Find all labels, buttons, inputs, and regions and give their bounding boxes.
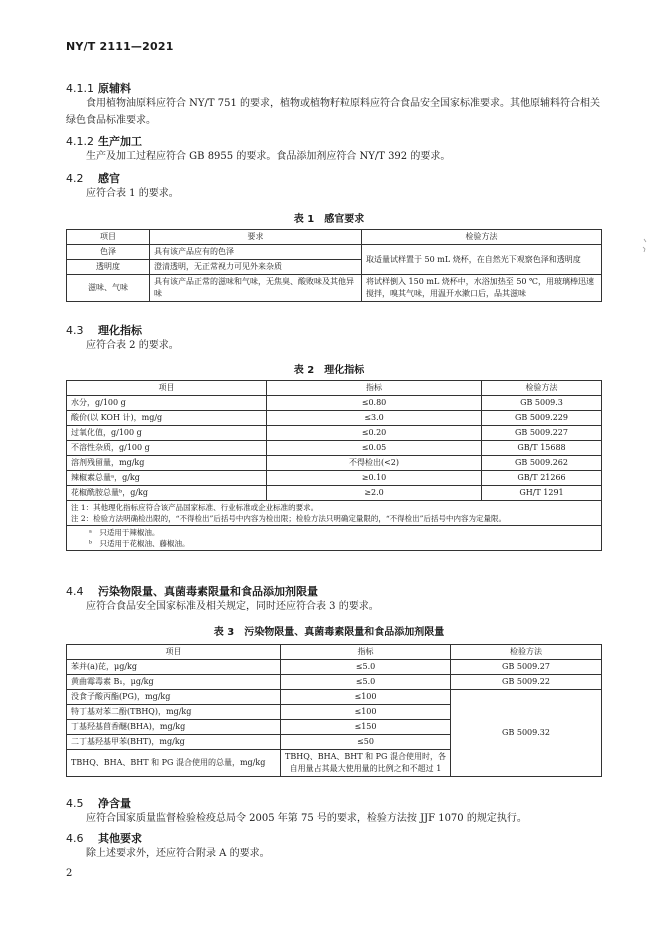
table-header-row: [67, 645, 602, 660]
table-header-row: [67, 230, 602, 245]
column-header: 项目: [67, 230, 150, 245]
table-3-contaminants: [66, 644, 602, 777]
column-header: 指标: [267, 381, 482, 396]
section-heading-4-5: [66, 795, 131, 811]
table-row: [67, 675, 602, 690]
section-number: 4.1.1: [66, 82, 94, 95]
section-heading-4-1-1: [66, 80, 131, 96]
value-cell: ≤0.20: [267, 426, 482, 441]
table-row: [67, 396, 602, 411]
item-cell: 过氧化值，g/100 g: [67, 426, 267, 441]
section-number: 4.5: [66, 797, 84, 810]
value-cell: TBHQ、BHA、BHT 和 PG 混合使用时，各自用量占其最大使用量的比例之和不超过 1: [281, 750, 451, 777]
footnote-a: ᵃ 只适用于辣椒油。: [89, 528, 160, 537]
table-row: [67, 411, 602, 426]
table-1-sensory: [66, 229, 602, 302]
section-title: 净含量: [98, 797, 131, 810]
item-cell: 色泽: [67, 245, 150, 260]
value-cell: ≤3.0: [267, 411, 482, 426]
item-cell: 花椒酰胺总量ᵇ，g/kg: [67, 486, 267, 501]
item-cell: 二丁基羟基甲苯(BHT)，mg/kg: [67, 735, 281, 750]
section-title: 其他要求: [98, 832, 142, 845]
method-cell: GB 5009.3: [482, 396, 602, 411]
method-cell-merged: GB 5009.32: [451, 690, 602, 777]
item-cell: 辣椒素总量ᵃ，g/kg: [67, 471, 267, 486]
method-cell: GB 5009.227: [482, 426, 602, 441]
value-cell: ≤100: [281, 705, 451, 720]
table-row: [67, 441, 602, 456]
section-text-4-1-2: 生产及加工过程应符合 GB 8955 的要求。食品添加剂应符合 NY/T 392 的要求。: [86, 151, 451, 162]
table-row: [67, 275, 602, 302]
method-cell: GB 5009.229: [482, 411, 602, 426]
column-header: 要求: [150, 230, 362, 245]
table-notes-row: [67, 501, 602, 526]
section-heading-4-4: [66, 583, 318, 599]
table-row: [67, 471, 602, 486]
value-cell: ≤50: [281, 735, 451, 750]
table-3-caption: 表 3 污染物限量、真菌毒素限量和食品添加剂限量: [213, 627, 445, 638]
section-heading-4-2: [66, 170, 120, 186]
column-header: 项目: [67, 645, 281, 660]
section-text-4-3: 应符合表 2 的要求。: [86, 340, 179, 351]
section-heading-4-3: [66, 322, 142, 338]
column-header: 项目: [67, 381, 267, 396]
method-cell: GH/T 1291: [482, 486, 602, 501]
requirement-cell: 具有该产品应有的色泽: [150, 245, 362, 260]
item-cell: 黄曲霉毒素 B₁，μg/kg: [67, 675, 281, 690]
section-heading-4-1-2: [66, 133, 142, 149]
method-cell: GB 5009.22: [451, 675, 602, 690]
method-cell: 将试样倒入 150 mL 烧杯中，水浴加热至 50 ℃，用玻璃棒迅速搅拌，嗅其气味，用温开水漱口后，品其滋味: [362, 275, 602, 302]
item-cell: 丁基羟基茴香醚(BHA)，mg/kg: [67, 720, 281, 735]
section-title: 污染物限量、真菌毒素限量和食品添加剂限量: [98, 585, 318, 598]
value-cell: ≤100: [281, 690, 451, 705]
table-2-physicochemical: [66, 380, 602, 551]
table-header-row: [67, 381, 602, 396]
value-cell: ≤150: [281, 720, 451, 735]
section-text-4-2: 应符合表 1 的要求。: [86, 188, 179, 199]
table-footnotes-row: [67, 526, 602, 551]
table-row: [67, 690, 602, 705]
value-cell: ≤0.80: [267, 396, 482, 411]
section-title: 感官: [98, 172, 120, 185]
value-cell: ≤5.0: [281, 675, 451, 690]
item-cell: 滋味、气味: [67, 275, 150, 302]
item-cell: 苯并(a)芘，μg/kg: [67, 660, 281, 675]
table-note-1: 注 1：其他理化指标应符合该产品国家标准、行业标准或企业标准的要求。: [71, 503, 319, 512]
column-header: 指标: [281, 645, 451, 660]
section-title: 生产加工: [98, 135, 142, 148]
section-number: 4.3: [66, 324, 84, 337]
item-cell: 透明度: [67, 260, 150, 275]
item-cell: 特丁基对苯二酚(TBHQ)，mg/kg: [67, 705, 281, 720]
value-cell: ≤5.0: [281, 660, 451, 675]
method-cell: 取适量试样置于 50 mL 烧杯，在自然光下观察色泽和透明度: [362, 245, 602, 275]
value-cell: ≥0.10: [267, 471, 482, 486]
item-cell: 没食子酸丙酯(PG)，mg/kg: [67, 690, 281, 705]
method-cell: GB 5009.27: [451, 660, 602, 675]
section-title: 理化指标: [98, 324, 142, 337]
item-cell: 溶剂残留量，mg/kg: [67, 456, 267, 471]
item-cell: 不溶性杂质，g/100 g: [67, 441, 267, 456]
table-row: [67, 245, 602, 260]
standard-code-header: NY/T 2111—2021: [66, 40, 174, 53]
section-heading-4-6: [66, 830, 142, 846]
column-header: 检验方法: [451, 645, 602, 660]
section-text-4-6: 除上述要求外，还应符合附录 A 的要求。: [86, 848, 270, 859]
section-title: 原辅料: [98, 82, 131, 95]
table-2-caption: 表 2 理化指标: [293, 365, 365, 376]
value-cell: ≥2.0: [267, 486, 482, 501]
table-row: [67, 660, 602, 675]
item-cell: 水分，g/100 g: [67, 396, 267, 411]
table-row: [67, 486, 602, 501]
section-number: 4.2: [66, 172, 84, 185]
method-cell: GB/T 15688: [482, 441, 602, 456]
column-header: 检验方法: [482, 381, 602, 396]
section-number: 4.4: [66, 585, 84, 598]
table-note-2: 注 2：检验方法明确检出限的，“不得检出”后括号中内容为检出限；检验方法只明确定量限的，“不得检出”后括号中内容为定量限。: [71, 514, 506, 523]
method-cell: GB/T 21266: [482, 471, 602, 486]
requirement-cell: 澄清透明，无正常视力可见外来杂质: [150, 260, 362, 275]
section-text-4-1-1: 食用植物油原料应符合 NY/T 751 的要求，植物或植物籽粒原料应符合食品安全国家标准要求。其他原辅料符合相关绿色食品标准要求。: [66, 98, 601, 126]
column-header: 检验方法: [362, 230, 602, 245]
value-cell: ≤0.05: [267, 441, 482, 456]
section-number: 4.6: [66, 832, 84, 845]
item-cell: 酸价(以 KOH 计)，mg/g: [67, 411, 267, 426]
method-cell: GB 5009.262: [482, 456, 602, 471]
item-cell: TBHQ、BHA、BHT 和 PG 混合使用的总量，mg/kg: [67, 750, 281, 777]
scan-mark-icon: [642, 238, 648, 256]
table-row: [67, 426, 602, 441]
page-number: 2: [66, 868, 73, 879]
section-text-4-4: 应符合食品安全国家标准及相关规定，同时还应符合表 3 的要求。: [86, 601, 379, 612]
section-number: 4.1.2: [66, 135, 94, 148]
requirement-cell: 具有该产品正常的滋味和气味，无焦臭、酸败味及其他异味: [150, 275, 362, 302]
table-row: [67, 456, 602, 471]
footnote-b: ᵇ 只适用于花椒油、藤椒油。: [89, 539, 190, 548]
table-1-caption: 表 1 感官要求: [293, 214, 365, 225]
value-cell: 不得检出(<2): [267, 456, 482, 471]
section-text-4-5: 应符合国家质量监督检验检疫总局令 2005 年第 75 号的要求，检验方法按 JJF 1070 的规定执行。: [86, 813, 527, 824]
